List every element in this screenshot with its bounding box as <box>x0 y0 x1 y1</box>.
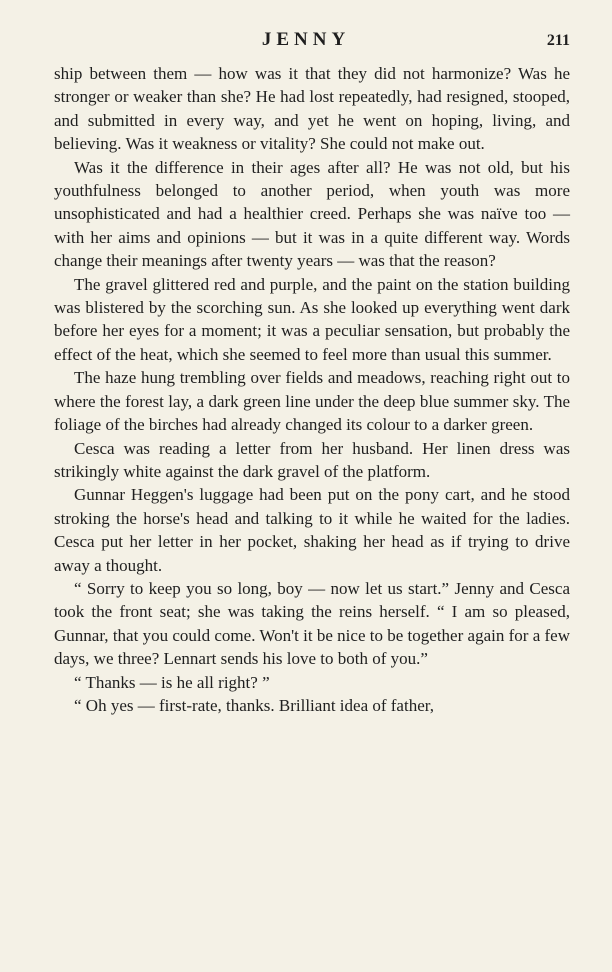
paragraph: The gravel glittered red and purple, and the paint on the station building was blistered by the scorching sun. As she looked up everything went dark before her eyes for a moment; it was a peculiar sensation, but probably the effect of the heat, which she seemed to feel more than usual this summer. <box>54 274 570 364</box>
paragraph: The haze hung trembling over fields and meadows, reaching right out to where the forest lay, a dark green line under the deep blue summer sky. The foliage of the birches had already changed its colour to a darker green. <box>54 368 570 435</box>
paragraph: “ Oh yes — first-rate, thanks. Brilliant idea of father, <box>74 695 434 715</box>
paragraph: Cesca was reading a letter from her husband. Her linen dress was strikingly white against the dark gravel of the platform. <box>54 438 570 481</box>
paragraph: “ Thanks — is he all right? ” <box>74 672 270 692</box>
body-text <box>54 62 570 717</box>
paragraph: “ Sorry to keep you so long, boy — now let us start.” Jenny and Cesca took the front seat; she was taking the reins herself. “ I am so pleased, Gunnar, that you could come. Won't it be nice to be together again for a few days, we three? Lennart sends his love to both of you.” <box>54 578 570 669</box>
page-number: 211 <box>546 32 570 49</box>
paragraph: Was it the difference in their ages after all? He was not old, but his youthfulness belonged to another period, when youth was more unsophisticated and had a healthier creed. Perhaps she was naïve too — with her aims and opinions — but it was in a quite different way. Words change their meanings after twenty years — was that the reason? <box>54 157 570 271</box>
paragraph: ship between them — how was it that they did not harmonize? Was he stronger or weaker than she? He had lost repeatedly, had resigned, stooped, and submitted in every way, and yet he went on hoping, living, and believing. Was it weakness or vitality? She could not make out. <box>54 64 570 154</box>
paragraph: Gunnar Heggen's luggage had been put on the pony cart, and he stood stroking the horse's head and talking to it while he waited for the ladies. Cesca put her letter in her pocket, shaking her head as if trying to drive away a thought. <box>54 485 570 575</box>
running-title: JENNY <box>261 29 351 50</box>
